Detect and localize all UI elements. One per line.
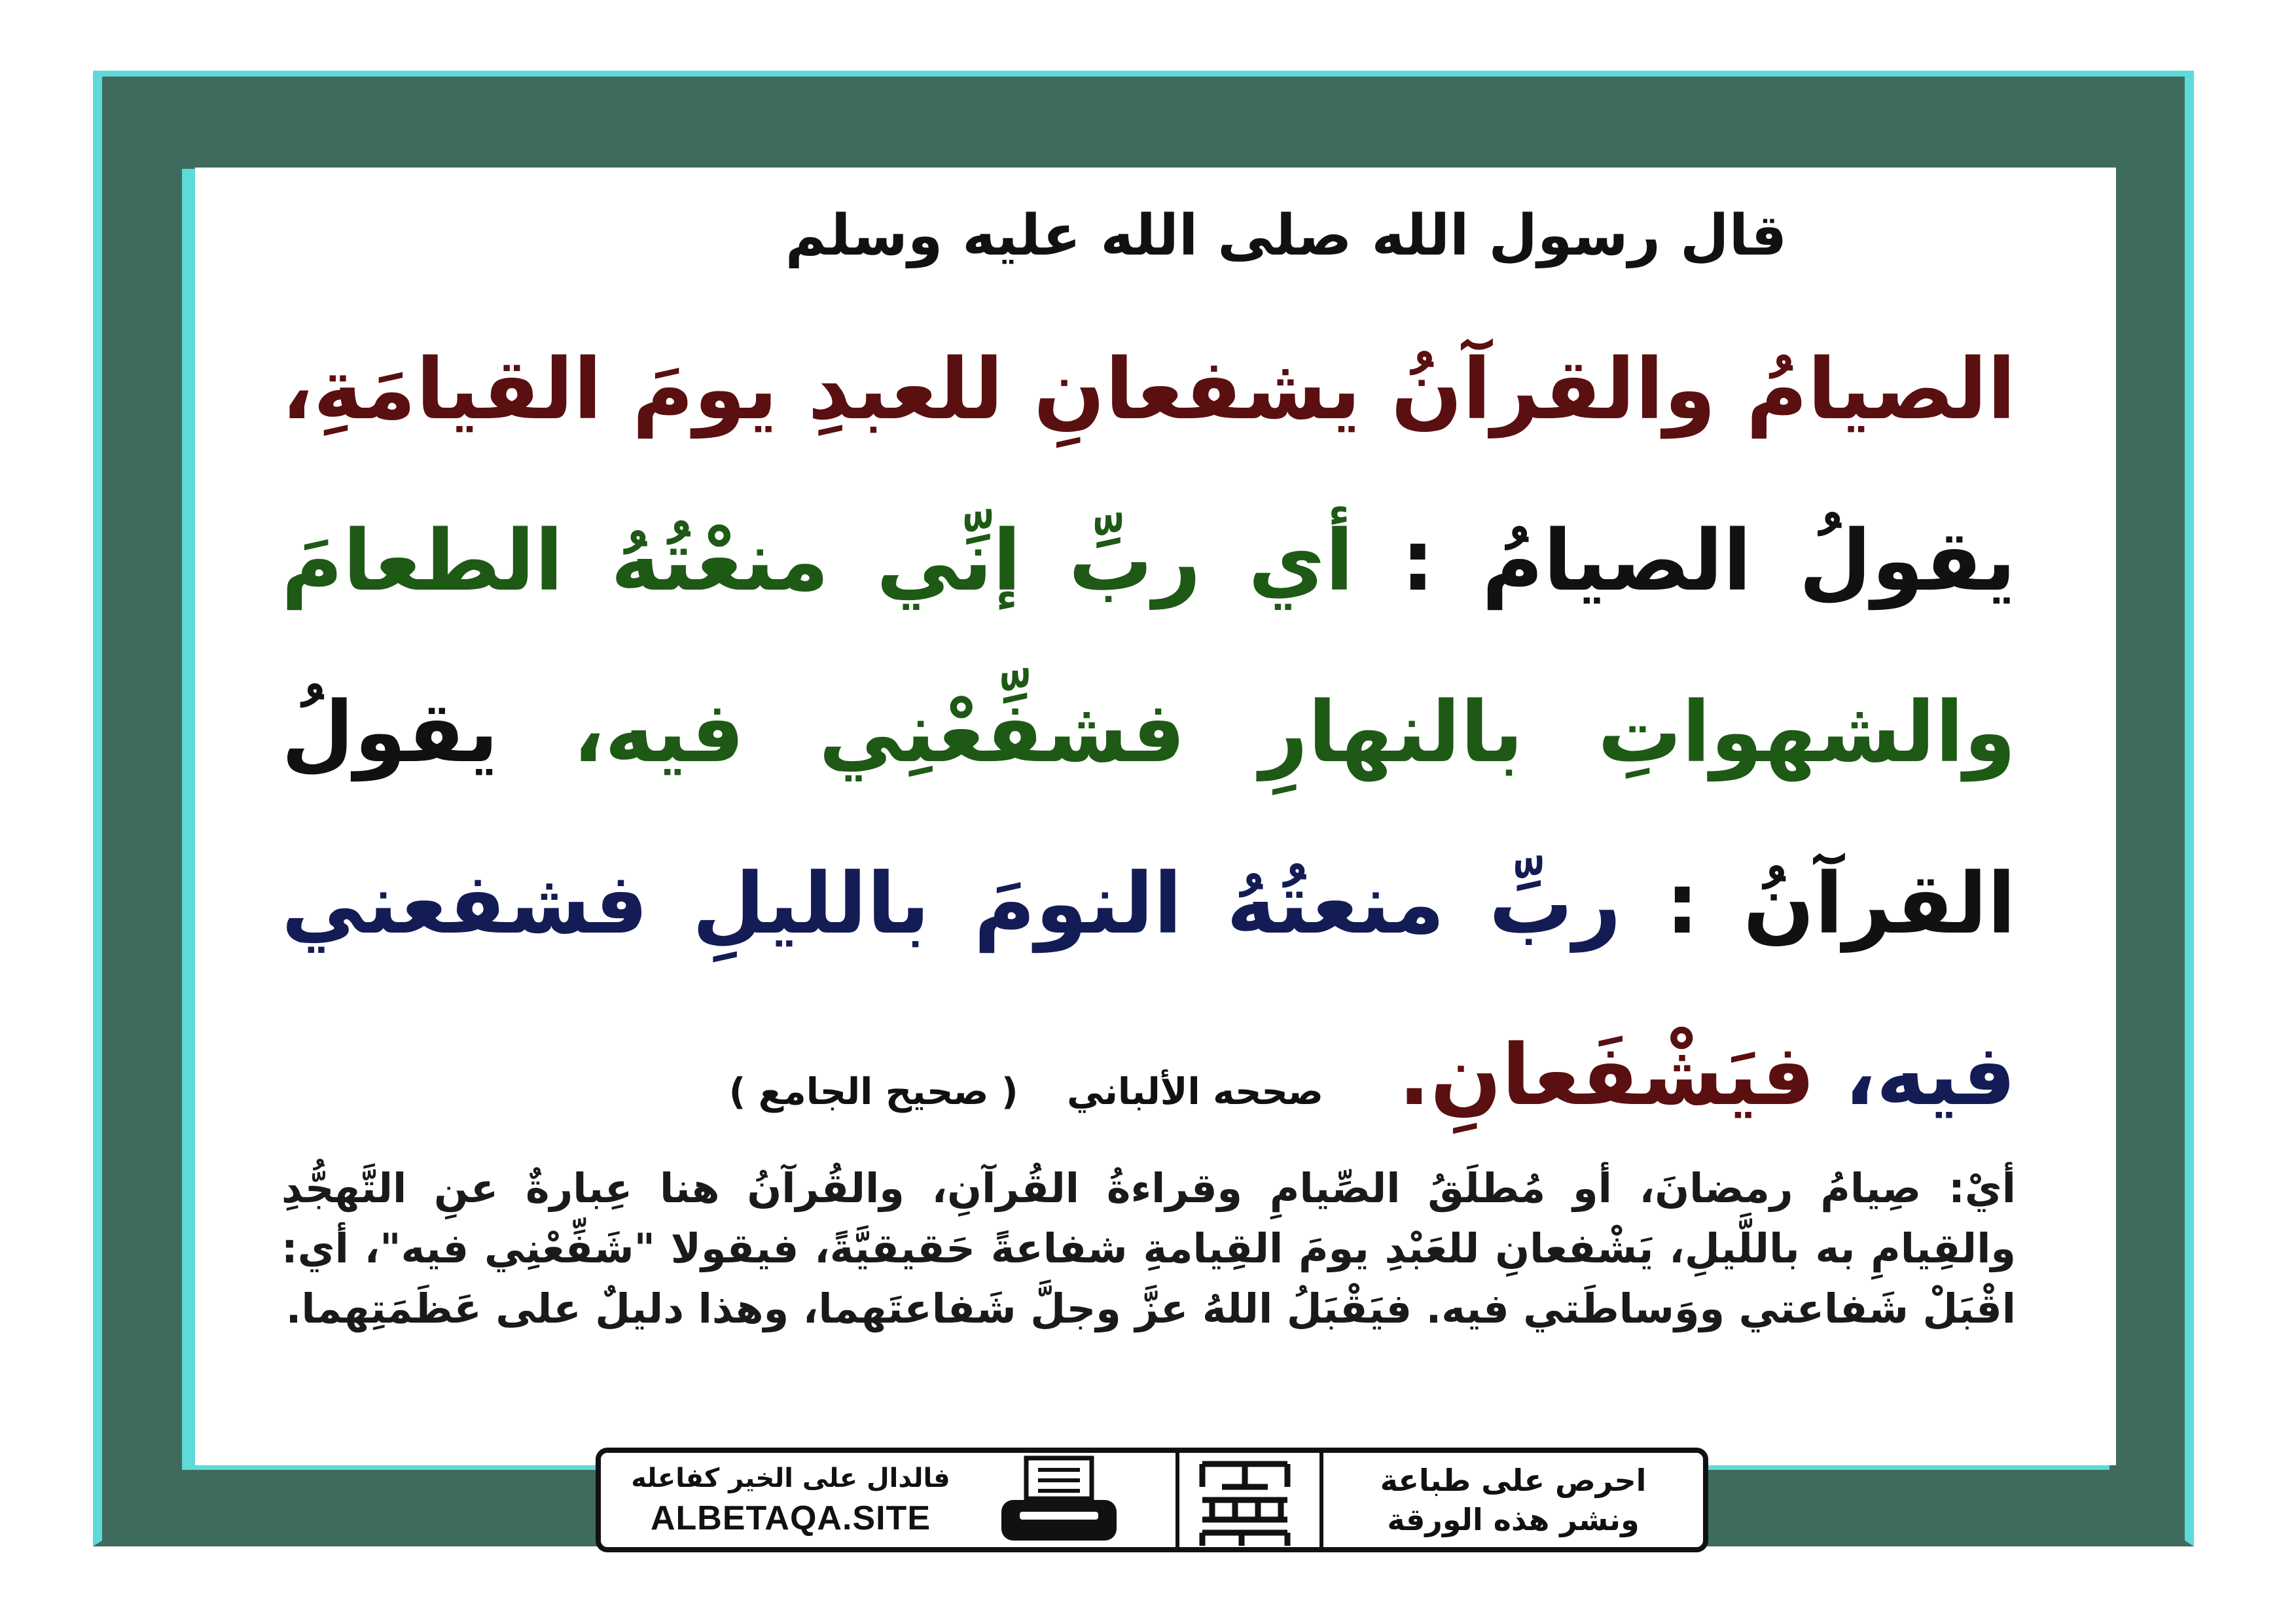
attribution-heading: قال رسول الله صلى الله عليه وسلم (785, 203, 1787, 268)
dawa-logo (1186, 1453, 1304, 1547)
footer-motto: فالدال على الخير كفاعله (631, 1463, 950, 1493)
explanation-paragraph: أيْ: صِيامُ رمضانَ، أو مُطلَقُ الصِّيامِ وقراءةُ القُرآنِ، والقُرآنُ هنا عِبارةٌ عنِ التَّهجُّدِ والقِيامِ به باللَّيلِ، يَشْفعانِ للعَبْدِ يومَ القِيامةِ شفاعةً حَقيقيَّةً، فيقولا "شَفِّعْنِي فيه"، أي: اقْبَلْ شَفاعتي ووَساطَتي فيه. فيَقْبَلُ اللهُ عزَّ وجلَّ شَفاعتَهما، وهذا دليلٌ على عَظَمَتِهما. (281, 1164, 2016, 1332)
hadith-part-intro: الصيامُ والقرآنُ يشفعانِ للعبدِ يومَ القيامَةِ، (281, 341, 2016, 438)
hadith-grading: صححه الألباني (1067, 1071, 1323, 1113)
print-appeal-line2: ونشر هذه الورقة (1387, 1502, 1640, 1537)
hadith-part-quran-says: يقولُ القرآنُ : (281, 684, 2017, 953)
hadith-area (281, 196, 2016, 1178)
footer-website[interactable]: ALBETAQA.SITE (650, 1499, 931, 1537)
printer-icon (980, 1453, 1138, 1547)
footer-banner (596, 1448, 1708, 1552)
dawa-logo-icon (1196, 1451, 1294, 1549)
print-appeal-line1: احرص على طباعة (1380, 1463, 1647, 1498)
hadith-text (281, 304, 2016, 1178)
footer-divider (1175, 1453, 1179, 1547)
print-appeal (1323, 1453, 1703, 1547)
footer-website-block (601, 1453, 980, 1547)
hadith-source: ( صحيح الجامع ) (728, 1071, 1018, 1113)
hadith-part-conclusion: فيَشْفَعانِ. (1398, 1027, 1816, 1124)
hadith-part-fasting-says: يقولُ الصيامُ : (1401, 512, 2017, 610)
hadith-part-quran-plea: ربِّ منعتُهُ النومَ بالليلِ فشفعني فيه، (281, 855, 2016, 1124)
hadith-part-fasting-plea: أي ربِّ إنِّي منعْتُهُ الطعامَ والشهواتِ بالنهارِ فشفِّعْنِي فيه، (281, 512, 2016, 781)
footer-divider (1319, 1453, 1323, 1547)
